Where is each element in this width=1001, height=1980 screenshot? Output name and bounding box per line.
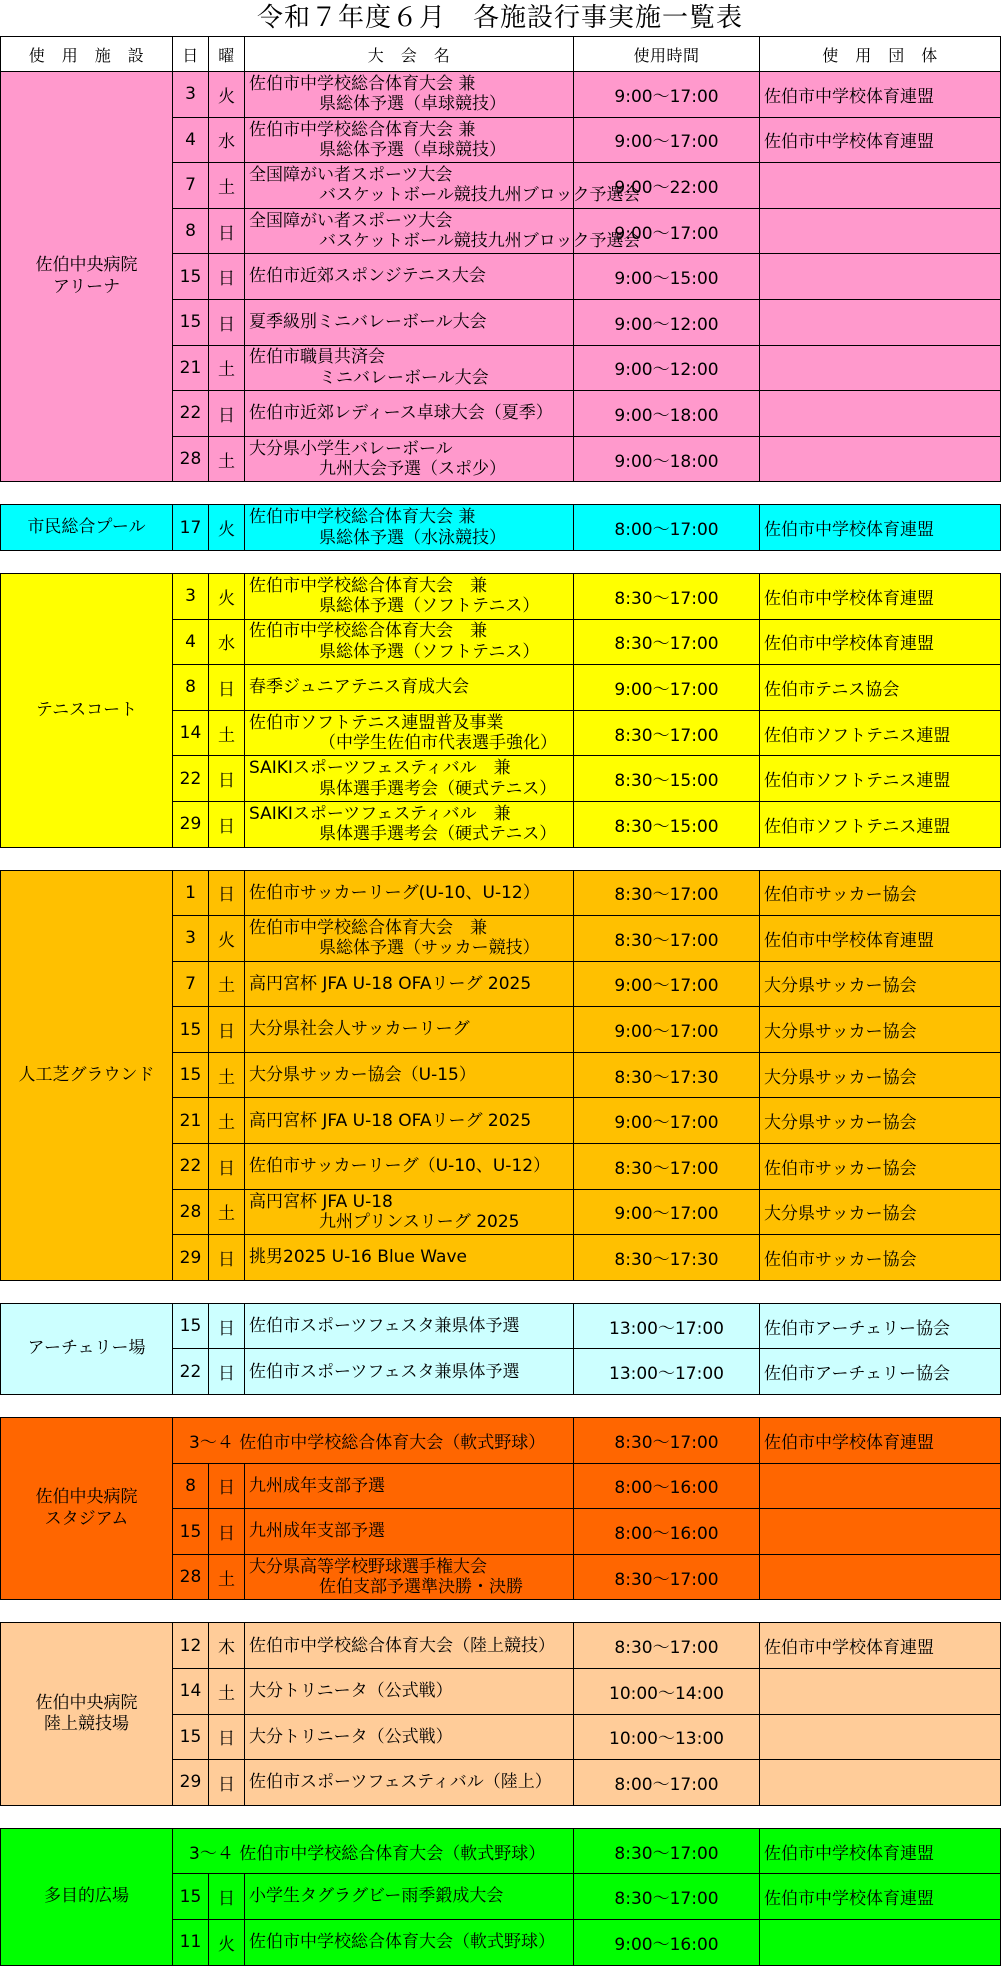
- time-cell: 8:30～17:00: [574, 619, 760, 665]
- weekday-cell: 土: [209, 1669, 245, 1715]
- organizer-cell: 佐伯市アーチェリー協会: [760, 1349, 1001, 1395]
- time-cell: 8:30～17:00: [574, 1418, 760, 1464]
- section-gap-cell: [1, 550, 1001, 573]
- facility-name-line: 佐伯中央病院: [35, 255, 138, 276]
- day-cell: 15: [173, 254, 209, 300]
- weekday-cell: 日: [209, 1235, 245, 1281]
- event-name-line: 佐伯市中学校総合体育大会 兼: [249, 507, 476, 528]
- day-cell: 8: [173, 208, 209, 254]
- event-name-line: 挑男2025 U-16 Blue Wave: [249, 1247, 467, 1268]
- day-cell: 15: [173, 1303, 209, 1349]
- event-cell: [245, 756, 574, 802]
- organizer-cell: 佐伯市中学校体育連盟: [760, 916, 1001, 962]
- event-name-line: 佐伯市職員共済会: [249, 347, 385, 368]
- day-cell: 17: [173, 505, 209, 551]
- event-name-line: 佐伯市中学校総合体育大会 兼: [249, 119, 476, 140]
- organizer-cell: 大分県サッカー協会: [760, 1007, 1001, 1053]
- event-name-line: 佐伯市中学校総合体育大会 兼: [249, 918, 487, 938]
- time-cell: 9:00～17:00: [574, 1189, 760, 1235]
- day-cell: 28: [173, 1189, 209, 1235]
- organizer-cell: [760, 208, 1001, 254]
- facility-name-line: 陸上競技場: [44, 1714, 129, 1735]
- day-cell: 28: [173, 1554, 209, 1600]
- time-cell: 8:00～17:00: [574, 1760, 760, 1806]
- organizer-cell: [760, 345, 1001, 391]
- event-cell: [245, 961, 574, 1007]
- facility-cell: [1, 72, 173, 482]
- organizer-cell: 佐伯市中学校体育連盟: [760, 1828, 1001, 1874]
- weekday-cell: 火: [209, 1919, 245, 1965]
- time-cell: 10:00～14:00: [574, 1669, 760, 1715]
- day-cell: 4: [173, 117, 209, 163]
- day-cell: 29: [173, 1235, 209, 1281]
- event-name-line: 大分県小学生バレーボール: [249, 438, 453, 459]
- event-cell: [245, 1714, 574, 1760]
- event-cell: [245, 117, 574, 163]
- day-cell: 3: [173, 72, 209, 118]
- event-name-line: SAIKIスポーツフェスティバル 兼: [249, 758, 511, 779]
- event-name-line: SAIKIスポーツフェスティバル 兼: [249, 803, 511, 824]
- facility-name-line: アリーナ: [52, 276, 121, 297]
- event-cell: [245, 916, 574, 962]
- section-gap-cell: [1, 482, 1001, 505]
- organizer-cell: [760, 1669, 1001, 1715]
- event-name-line: 佐伯市中学校総合体育大会（軟式野球）: [249, 1932, 555, 1953]
- event-name-line: 県総体予選（卓球競技）: [319, 94, 506, 115]
- weekday-cell: 日: [209, 391, 245, 437]
- event-name-line: 佐伯市スポーツフェスティバル（陸上）: [249, 1772, 552, 1793]
- time-cell: 13:00～17:00: [574, 1303, 760, 1349]
- event-name-line: 県総体予選（ソフトテニス）: [319, 641, 540, 662]
- day-cell: 15: [173, 1874, 209, 1920]
- time-cell: 9:00～16:00: [574, 1919, 760, 1965]
- event-name-line: 佐伯市中学校総合体育大会 兼: [249, 73, 476, 94]
- time-cell: 8:00～17:00: [574, 505, 760, 551]
- facility-name-line: テニスコート: [35, 699, 138, 720]
- time-cell: 9:00～22:00: [574, 163, 760, 209]
- event-cell: [245, 1874, 574, 1920]
- event-cell: [245, 1623, 574, 1669]
- weekday-cell: 土: [209, 961, 245, 1007]
- weekday-cell: 土: [209, 1052, 245, 1098]
- weekday-cell: 日: [209, 1007, 245, 1053]
- event-cell: [245, 1189, 574, 1235]
- event-name-line: 全国障がい者スポーツ大会: [249, 165, 453, 186]
- weekday-cell: 日: [209, 665, 245, 711]
- event-name-line: 九州プリンスリーグ 2025: [319, 1211, 520, 1232]
- weekday-cell: 土: [209, 436, 245, 482]
- time-cell: 8:30～15:00: [574, 801, 760, 847]
- event-name-line: 大分県高等学校野球選手権大会: [249, 1556, 487, 1577]
- weekday-cell: 日: [209, 1874, 245, 1920]
- event-name-line: 大分県サッカー協会（U-15）: [249, 1064, 476, 1085]
- time-cell: 13:00～17:00: [574, 1349, 760, 1395]
- event-cell: [245, 436, 574, 482]
- time-cell: 8:30～17:00: [574, 916, 760, 962]
- organizer-cell: 佐伯市中学校体育連盟: [760, 72, 1001, 118]
- day-cell: 28: [173, 436, 209, 482]
- organizer-cell: 佐伯市中学校体育連盟: [760, 505, 1001, 551]
- facility-cell: [1, 505, 173, 551]
- facility-cell: [1, 1303, 173, 1394]
- event-name-line: 小学生タグラグビー雨季鍛成大会: [249, 1886, 504, 1907]
- time-cell: 9:00～12:00: [574, 299, 760, 345]
- weekday-cell: 日: [209, 1349, 245, 1395]
- organizer-cell: 佐伯市中学校体育連盟: [760, 573, 1001, 619]
- header-event: 大 会 名: [245, 37, 574, 72]
- organizer-cell: 佐伯市中学校体育連盟: [760, 117, 1001, 163]
- event-name-line: 佐伯支部予選準決勝・決勝: [319, 1577, 523, 1598]
- weekday-cell: 水: [209, 619, 245, 665]
- weekday-cell: 土: [209, 1098, 245, 1144]
- weekday-cell: 土: [209, 1554, 245, 1600]
- event-cell: [245, 573, 574, 619]
- day-cell: 22: [173, 391, 209, 437]
- time-cell: 9:00～18:00: [574, 391, 760, 437]
- facility-cell: [1, 1828, 173, 1965]
- weekday-cell: 土: [209, 1189, 245, 1235]
- day-cell: 3: [173, 916, 209, 962]
- table-row: [1, 1828, 1001, 1874]
- organizer-cell: [760, 299, 1001, 345]
- time-cell: 8:00～16:00: [574, 1463, 760, 1509]
- section-gap: [1, 482, 1001, 505]
- facility-name-line: 佐伯中央病院: [35, 1487, 138, 1508]
- day-cell: 12: [173, 1623, 209, 1669]
- organizer-cell: [760, 163, 1001, 209]
- section-gap-cell: [1, 1395, 1001, 1418]
- event-name-line: 佐伯市中学校総合体育大会（陸上競技）: [249, 1635, 555, 1656]
- weekday-cell: 日: [209, 254, 245, 300]
- organizer-cell: 大分県サッカー協会: [760, 1052, 1001, 1098]
- weekday-cell: 火: [209, 573, 245, 619]
- day-cell: 4: [173, 619, 209, 665]
- event-name-line: 佐伯市中学校総合体育大会 兼: [249, 575, 487, 596]
- facility-cell: [1, 573, 173, 847]
- table-row: [1, 1418, 1001, 1464]
- organizer-cell: 大分県サッカー協会: [760, 1098, 1001, 1144]
- day-cell: 7: [173, 961, 209, 1007]
- event-name-line: 九州成年支部予選: [249, 1475, 385, 1496]
- event-cell: [245, 299, 574, 345]
- facility-name-line: スタジアム: [44, 1508, 129, 1529]
- table-row: [1, 870, 1001, 916]
- weekday-cell: 日: [209, 1760, 245, 1806]
- event-name-line: バスケットボール競技九州ブロック予選会: [319, 185, 641, 206]
- organizer-cell: 大分県サッカー協会: [760, 961, 1001, 1007]
- organizer-cell: 佐伯市中学校体育連盟: [760, 1418, 1001, 1464]
- organizer-cell: [760, 1919, 1001, 1965]
- event-cell: [245, 710, 574, 756]
- event-cell: [245, 391, 574, 437]
- day-cell: 14: [173, 710, 209, 756]
- facility-name-line: 多目的広場: [44, 1886, 129, 1907]
- event-cell: [245, 72, 574, 118]
- event-name-line: 佐伯市近郊レディース卓球大会（夏季）: [249, 403, 553, 424]
- weekday-cell: 日: [209, 870, 245, 916]
- section-gap: [1, 847, 1001, 870]
- event-cell: [245, 1235, 574, 1281]
- span-event-cell: 3～４ 佐伯市中学校総合体育大会（軟式野球）: [173, 1828, 574, 1874]
- event-name-line: 高円宮杯 JFA U-18: [249, 1191, 393, 1212]
- organizer-cell: 佐伯市中学校体育連盟: [760, 1874, 1001, 1920]
- page-title: 令和７年度６月 各施設行事実施一覧表: [256, 3, 743, 33]
- event-cell: [245, 345, 574, 391]
- weekday-cell: 日: [209, 756, 245, 802]
- day-cell: 3: [173, 573, 209, 619]
- organizer-cell: [760, 1554, 1001, 1600]
- time-cell: 8:30～17:30: [574, 1052, 760, 1098]
- section-gap-cell: [1, 1805, 1001, 1828]
- event-name-line: 全国障がい者スポーツ大会: [249, 210, 453, 231]
- event-cell: [245, 801, 574, 847]
- time-cell: 9:00～17:00: [574, 665, 760, 711]
- event-name-line: 佐伯市近郊スポンジテニス大会: [249, 266, 486, 287]
- time-cell: 9:00～17:00: [574, 961, 760, 1007]
- organizer-cell: [760, 254, 1001, 300]
- header-org: 使 用 団 体: [760, 37, 1001, 72]
- event-name-line: 県総体予選（水泳競技）: [319, 527, 506, 548]
- weekday-cell: 日: [209, 208, 245, 254]
- event-cell: [245, 1463, 574, 1509]
- section-gap: [1, 550, 1001, 573]
- time-cell: 8:30～17:30: [574, 1235, 760, 1281]
- weekday-cell: 土: [209, 710, 245, 756]
- day-cell: 22: [173, 1144, 209, 1190]
- event-cell: [245, 1760, 574, 1806]
- event-name-line: 県総体予選（サッカー競技）: [319, 938, 540, 959]
- organizer-cell: [760, 1463, 1001, 1509]
- table-row: [1, 72, 1001, 118]
- time-cell: 8:30～17:00: [574, 1144, 760, 1190]
- weekday-cell: 日: [209, 1714, 245, 1760]
- facility-cell: [1, 1623, 173, 1805]
- organizer-cell: 佐伯市中学校体育連盟: [760, 1623, 1001, 1669]
- organizer-cell: [760, 1509, 1001, 1555]
- event-name-line: 佐伯市スポーツフェスタ兼県体予選: [249, 1315, 520, 1336]
- section-gap: [1, 1395, 1001, 1418]
- organizer-cell: 佐伯市サッカー協会: [760, 1235, 1001, 1281]
- event-cell: [245, 1919, 574, 1965]
- event-name-line: 大分県社会人サッカーリーグ: [249, 1019, 470, 1040]
- header-dow: 曜: [209, 37, 245, 72]
- time-cell: 9:00～15:00: [574, 254, 760, 300]
- event-name-line: 佐伯市サッカーリーグ（U-10、U-12）: [249, 1156, 551, 1177]
- event-name-line: 大分トリニータ（公式戦）: [249, 1681, 453, 1702]
- day-cell: 7: [173, 163, 209, 209]
- event-name-line: 県総体予選（ソフトテニス）: [319, 596, 540, 617]
- organizer-cell: 佐伯市ソフトテニス連盟: [760, 756, 1001, 802]
- day-cell: 21: [173, 1098, 209, 1144]
- organizer-cell: 佐伯市サッカー協会: [760, 870, 1001, 916]
- table-header-row: [1, 37, 1001, 72]
- weekday-cell: 日: [209, 1303, 245, 1349]
- weekday-cell: 水: [209, 117, 245, 163]
- organizer-cell: [760, 436, 1001, 482]
- event-cell: [245, 1669, 574, 1715]
- weekday-cell: 日: [209, 801, 245, 847]
- time-cell: 9:00～12:00: [574, 345, 760, 391]
- event-cell: [245, 870, 574, 916]
- table-row: [1, 573, 1001, 619]
- organizer-cell: 佐伯市サッカー協会: [760, 1144, 1001, 1190]
- facility-name-line: アーチェリー場: [27, 1338, 146, 1359]
- day-cell: 1: [173, 870, 209, 916]
- span-event-cell: 3～４ 佐伯市中学校総合体育大会（軟式野球）: [173, 1418, 574, 1464]
- organizer-cell: [760, 1714, 1001, 1760]
- event-name-line: 県総体予選（卓球競技）: [319, 139, 506, 160]
- event-name-line: 大分トリニータ（公式戦）: [249, 1726, 453, 1747]
- event-name-line: 春季ジュニアテニス育成大会: [249, 677, 469, 698]
- schedule-table: [0, 36, 1001, 1966]
- day-cell: 8: [173, 1463, 209, 1509]
- time-cell: 10:00～13:00: [574, 1714, 760, 1760]
- weekday-cell: 日: [209, 299, 245, 345]
- weekday-cell: 土: [209, 163, 245, 209]
- event-name-line: ミニバレーボール大会: [319, 367, 489, 388]
- organizer-cell: 大分県サッカー協会: [760, 1189, 1001, 1235]
- day-cell: 11: [173, 1919, 209, 1965]
- organizer-cell: 佐伯市ソフトテニス連盟: [760, 801, 1001, 847]
- day-cell: 15: [173, 1052, 209, 1098]
- weekday-cell: 日: [209, 1509, 245, 1555]
- weekday-cell: 土: [209, 345, 245, 391]
- section-gap: [1, 1600, 1001, 1623]
- time-cell: 8:30～17:00: [574, 870, 760, 916]
- header-day: 日: [173, 37, 209, 72]
- organizer-cell: 佐伯市ソフトテニス連盟: [760, 710, 1001, 756]
- header-time: 使用時間: [574, 37, 760, 72]
- event-cell: [245, 163, 641, 209]
- facility-cell: [1, 1418, 173, 1600]
- day-cell: 14: [173, 1669, 209, 1715]
- time-cell: 8:30～17:00: [574, 1828, 760, 1874]
- facility-name-line: 佐伯中央病院: [35, 1692, 138, 1713]
- event-name-line: 佐伯市スポーツフェスタ兼県体予選: [249, 1361, 520, 1382]
- time-cell: 8:30～17:00: [574, 1554, 760, 1600]
- weekday-cell: 木: [209, 1623, 245, 1669]
- weekday-cell: 火: [209, 916, 245, 962]
- day-cell: 15: [173, 1714, 209, 1760]
- facility-name-line: 人工芝グラウンド: [18, 1064, 155, 1085]
- event-name-line: 九州大会予選（スポ少）: [319, 459, 506, 480]
- event-cell: [245, 1349, 574, 1395]
- event-name-line: 夏季級別ミニバレーボール大会: [249, 312, 487, 333]
- section-gap: [1, 1805, 1001, 1828]
- time-cell: 9:00～17:00: [574, 72, 760, 118]
- time-cell: 9:00～17:00: [574, 1007, 760, 1053]
- event-cell: [245, 1007, 574, 1053]
- event-name-line: 県体選手選考会（硬式テニス）: [319, 778, 557, 799]
- event-cell: [245, 208, 641, 254]
- organizer-cell: 佐伯市アーチェリー協会: [760, 1303, 1001, 1349]
- facility-cell: [1, 870, 173, 1280]
- event-cell: [245, 1052, 574, 1098]
- day-cell: 15: [173, 299, 209, 345]
- event-name-line: 佐伯市中学校総合体育大会 兼: [249, 621, 487, 642]
- event-cell: [245, 1144, 574, 1190]
- organizer-cell: 佐伯市テニス協会: [760, 665, 1001, 711]
- event-cell: [245, 665, 574, 711]
- weekday-cell: 火: [209, 72, 245, 118]
- event-cell: [245, 1303, 574, 1349]
- section-gap-cell: [1, 1280, 1001, 1303]
- time-cell: 9:00～17:00: [574, 208, 760, 254]
- day-cell: 8: [173, 665, 209, 711]
- table-row: [1, 505, 1001, 551]
- event-name-line: （中学生佐伯市代表選手強化）: [319, 733, 557, 754]
- weekday-cell: 日: [209, 1144, 245, 1190]
- facility-name-line: 市民総合プール: [27, 517, 146, 538]
- day-cell: 29: [173, 801, 209, 847]
- event-name-line: 高円宮杯 JFA U-18 OFAリーグ 2025: [249, 1110, 532, 1131]
- event-cell: [245, 1554, 574, 1600]
- day-cell: 22: [173, 1349, 209, 1395]
- organizer-cell: 佐伯市中学校体育連盟: [760, 619, 1001, 665]
- time-cell: 8:00～16:00: [574, 1509, 760, 1555]
- event-name-line: 佐伯市サッカーリーグ(U-10、U-12）: [249, 882, 540, 903]
- organizer-cell: [760, 1760, 1001, 1806]
- day-cell: 21: [173, 345, 209, 391]
- time-cell: 9:00～17:00: [574, 1098, 760, 1144]
- section-gap-cell: [1, 1600, 1001, 1623]
- table-row: [1, 1303, 1001, 1349]
- table-row: [1, 1623, 1001, 1669]
- day-cell: 29: [173, 1760, 209, 1806]
- event-name-line: 佐伯市ソフトテニス連盟普及事業: [249, 712, 504, 733]
- header-facility: 使 用 施 設: [1, 37, 173, 72]
- time-cell: 8:30～17:00: [574, 1874, 760, 1920]
- section-gap: [1, 1280, 1001, 1303]
- event-name-line: 高円宮杯 JFA U-18 OFAリーグ 2025: [249, 973, 532, 994]
- event-name-line: 県体選手選考会（硬式テニス）: [319, 824, 557, 845]
- time-cell: 9:00～17:00: [574, 117, 760, 163]
- time-cell: 8:30～15:00: [574, 756, 760, 802]
- event-cell: [245, 254, 574, 300]
- time-cell: 8:30～17:00: [574, 1623, 760, 1669]
- day-cell: 15: [173, 1509, 209, 1555]
- weekday-cell: 火: [209, 505, 245, 551]
- day-cell: 22: [173, 756, 209, 802]
- time-cell: 8:30～17:00: [574, 573, 760, 619]
- event-cell: [245, 505, 574, 551]
- time-cell: 8:30～17:00: [574, 710, 760, 756]
- day-cell: 15: [173, 1007, 209, 1053]
- event-name-line: 九州成年支部予選: [249, 1521, 385, 1542]
- event-cell: [245, 619, 574, 665]
- event-cell: [245, 1509, 574, 1555]
- organizer-cell: [760, 391, 1001, 437]
- weekday-cell: 日: [209, 1463, 245, 1509]
- time-cell: 9:00～18:00: [574, 436, 760, 482]
- event-name-line: バスケットボール競技九州ブロック予選会: [319, 231, 641, 252]
- section-gap-cell: [1, 847, 1001, 870]
- event-cell: [245, 1098, 574, 1144]
